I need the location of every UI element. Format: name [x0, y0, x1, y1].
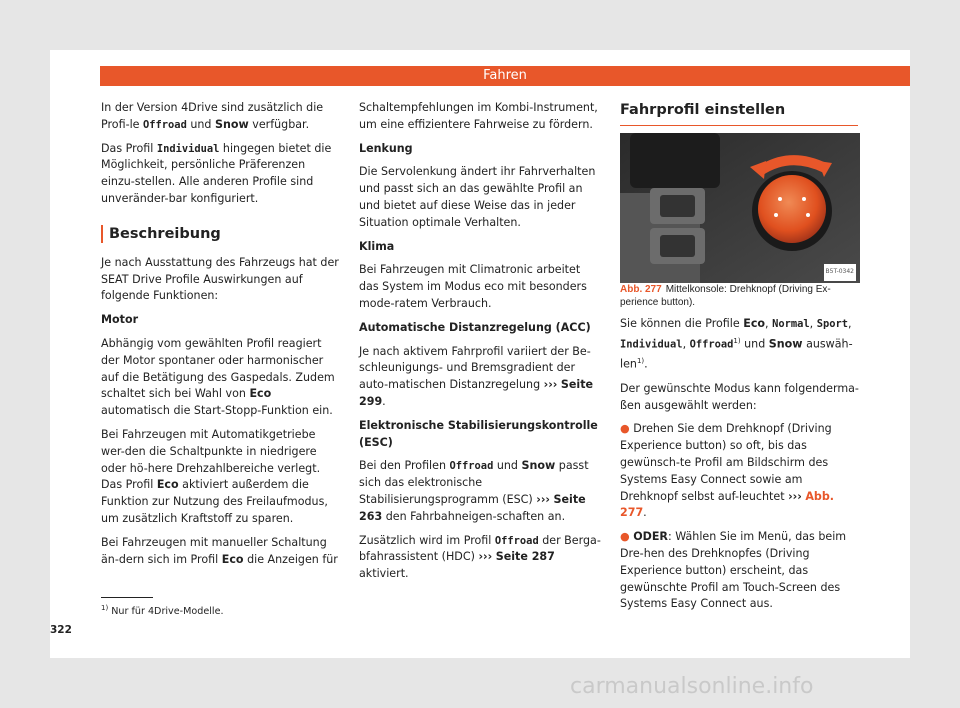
subhead-acc: Automatische Distanzregelung (ACC) [359, 320, 591, 334]
column-2 [359, 100, 601, 590]
subhead-motor: Motor [101, 313, 139, 327]
chapter-header: Fahren [100, 66, 910, 86]
bullet-turn-knob: ● Drehen Sie dem Drehknopf (Driving Experience button) so oft, bis das gewünsch-te Profil am Bildschirm des Systems Easy Connect sowie am Drehknopf selbst auf-leuchtet ››› Abb. 277. [620, 422, 835, 520]
paragraph-automatik: Bei Fahrzeugen mit Automatikgetriebe wer-den die Schaltpunkte in niedrigere oder hö-here Drehzahlbereiche verlegt. Das Profil Eco aktiviert außerdem die Funktion zur Nutzung des Freilaufmodus, um zusätzlich Kraftstoff zu sparen. [101, 427, 328, 525]
figure-caption: Abb. 277 Mittelkonsole: Drehknopf (Driving Ex-perience button). [620, 284, 831, 308]
paragraph-schalt: Schaltempfehlungen im Kombi-Instrument, um eine effizientere Fahrweise zu fördern. [359, 101, 598, 131]
paragraph-motor: Abhängig vom gewählten Profil reagiert der Motor spontaner oder harmonischer auf die Betätigung des Gaspedals. Zudem schaltet sich bei Wahl von Eco automatisch die Start-Stopp-Funktion ein. [101, 336, 335, 418]
subhead-esc: Elektronische Stabilisierungskontrolle (ESC) [359, 418, 598, 449]
page-number: 322 [50, 624, 72, 636]
column-3 [620, 100, 862, 620]
paragraph-esc: Bei den Profilen Offroad und Snow passt sich das elektronische Stabilisierungsprogramm (ESC) ››› Seite 263 den Fahrbahneigen-schaften an. [359, 459, 589, 523]
subhead-lenkung: Lenkung [359, 141, 413, 155]
footnote-divider [101, 597, 153, 598]
column-1 [101, 100, 341, 575]
link-abb-277[interactable]: Abb. 277 [620, 489, 835, 520]
paragraph-4drive: In der Version 4Drive sind zusätzlich die Profi-le Offroad und Snow verfügbar. [101, 101, 324, 131]
paragraph-intro: Je nach Ausstattung des Fahrzeugs hat der SEAT Drive Profile Auswirkungen auf folgende Funktionen: [101, 255, 339, 303]
auto-hold-button [660, 235, 695, 257]
link-seite-287[interactable]: Seite 287 [495, 550, 555, 564]
paragraph-klima: Bei Fahrzeugen mit Climatronic arbeitet das System im Modus eco mit besonders mode-ratem Verbrauch. [359, 263, 587, 310]
paragraph-lenkung: Die Servolenkung ändert ihr Fahrverhalten und passt sich an das gewählte Profil an und bietet auf diese Weise das in jeder Situation optimale Verhalten. [359, 165, 596, 229]
subhead-klima: Klima [359, 239, 395, 253]
link-seite-263[interactable]: Seite 263 [359, 492, 586, 523]
section-title-beschreibung: Beschreibung [101, 225, 341, 243]
manual-page [50, 50, 910, 658]
paragraph-profiles: Sie können die Profile Eco, Normal, Sport, Individual, Offroad$^{1)}$ und Snow auswäh-len$^{1)}$. [620, 317, 853, 371]
section-header [620, 100, 858, 126]
paragraph-selection: Der gewünschte Modus kann folgenderma-ßen ausgewählt werden: [620, 381, 859, 412]
paragraph-individual: Das Profil Individual hingegen bietet die Möglichkeit, persönliche Präferenzen einzu-stellen. Alle anderen Profile sind unveränder-bar konfiguriert. [101, 141, 332, 205]
drive-profile-knob [758, 175, 826, 243]
bullet-menu: ● ODER: Wählen Sie im Menü, das beim Dre-hen des Drehknopfes (Driving Experience button) erscheint, das gewünschte Profil am Touch-Screen des Systems Easy Connect aus. [620, 530, 847, 611]
figure-console-knob [620, 133, 860, 283]
paragraph-hdc: Zusätzlich wird im Profil Offroad der Berga-bfahrassistent (HDC) ››› Seite 287 aktiviert. [359, 533, 601, 581]
section-title-fahrprofil: Fahrprofil einstellen [620, 102, 786, 118]
paragraph-manuell: Bei Fahrzeugen mit manueller Schaltung än-dern sich im Profil Eco die Anzeigen für [101, 535, 338, 566]
watermark: carmanualsonline.info [570, 674, 814, 699]
paragraph-acc: Je nach aktivem Fahrprofil variiert der Be-schleunigungs- und Bremsgradient der auto-matischen Distanzregelung ››› Seite 299. [359, 344, 594, 408]
parking-brake-button [660, 195, 695, 217]
link-seite-299[interactable]: Seite 299 [359, 378, 594, 408]
console-illustration [620, 133, 860, 283]
figure-code: B5T-0342 [824, 264, 856, 281]
footnote: $^{1)}$ Nur für 4Drive-Modelle. [101, 604, 224, 618]
